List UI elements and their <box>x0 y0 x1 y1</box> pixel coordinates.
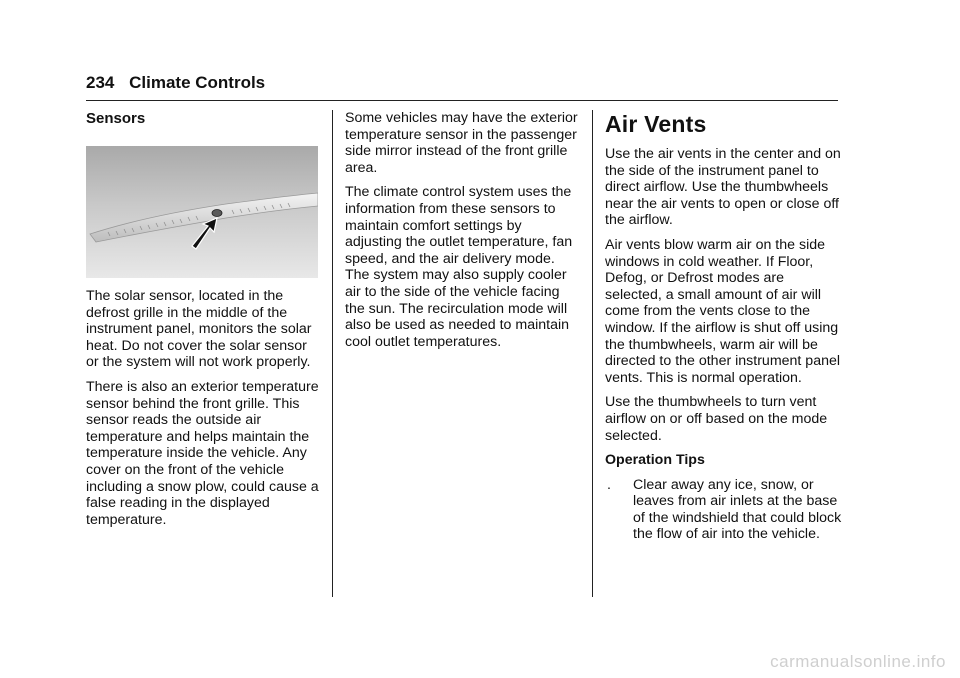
page-number: 234 <box>86 73 115 92</box>
column-divider-1 <box>332 110 333 597</box>
air-vents-paragraph-1: Use the air vents in the center and on the side of the instrument panel to direct airflow. Use the thumbwheels near the air vents to open or close off the airflow. <box>605 146 841 229</box>
solar-sensor-illustration-icon <box>86 146 318 278</box>
column-divider-2 <box>592 110 593 597</box>
page-header <box>86 72 265 94</box>
header-rule <box>86 100 838 101</box>
list-item <box>605 477 843 543</box>
air-vents-paragraph-3: Use the thumbwheels to turn vent airflow on or off based on the mode selected. <box>605 394 828 444</box>
column-1 <box>86 110 322 536</box>
operation-tips-heading: Operation Tips <box>605 452 705 469</box>
column-3 <box>605 110 843 543</box>
section-title: Climate Controls <box>129 73 266 92</box>
air-vents-heading: Air Vents <box>605 111 707 137</box>
operation-tip-text: Clear away any ice, snow, or leaves from air inlets at the base of the windshield that could block the flow of air into the vehicle. <box>633 476 842 543</box>
exterior-sensor-paragraph: There is also an exterior temperature sensor behind the front grille. This sensor reads the outside air temperature and helps maintain the temperature inside the vehicle. Any cover on the front of the vehicle including a snow plow, could cause a false reading in the displayed temperature. <box>86 378 319 528</box>
mirror-sensor-paragraph: Some vehicles may have the exterior temperature sensor in the passenger side mirror instead of the front grille area. <box>345 110 578 176</box>
air-vents-paragraph-2: Air vents blow warm air on the side windows in cold weather. If Floor, Defog, or Defrost modes are selected, a small amount of air will come from the vents close to the window. If the airflow is shut off using the thumbwheels, warm air will be directed to the other instrument panel vents. This is normal operation. <box>605 236 841 386</box>
climate-system-paragraph: The climate control system uses the information from these sensors to maintain comfort settings by adjusting the outlet temperature, fan speed, and the air delivery mode. The system may also supply cooler air to the side of the vehicle facing the sun. The recirculation mode will also be used as needed to maintain cool outlet temperatures. <box>345 184 573 350</box>
solar-sensor-paragraph: The solar sensor, located in the defrost grille in the middle of the instrument panel, monitors the solar heat. Do not cover the solar sensor or the system will not work properly. <box>86 288 312 371</box>
column-2 <box>345 110 580 358</box>
watermark: carmanualsonline.info <box>770 652 946 671</box>
bullet-marker: . <box>607 476 611 493</box>
sensors-heading: Sensors <box>86 110 146 127</box>
